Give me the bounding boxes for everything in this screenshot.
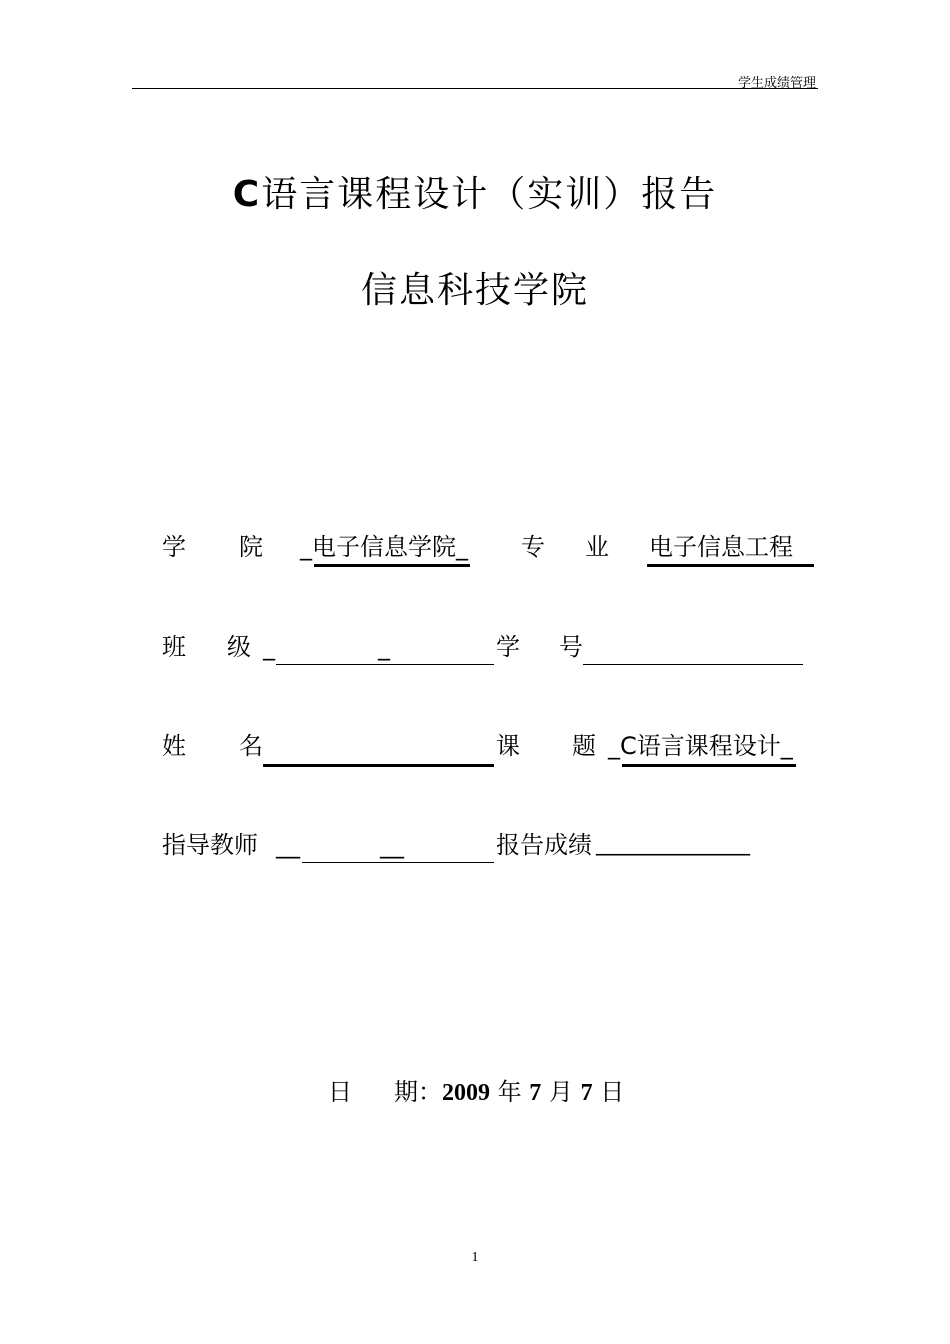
advisor-label: 指导教师 bbox=[162, 831, 258, 859]
report-title-rest: 语言课程设计（实训）报告 bbox=[261, 174, 718, 215]
date-label-char-1: 日 bbox=[328, 1078, 352, 1106]
college-label-char-2: 院 bbox=[239, 533, 263, 561]
major-label-char-1: 专 bbox=[521, 533, 545, 561]
advisor-value-b: __ bbox=[380, 831, 404, 859]
class-underline bbox=[276, 664, 494, 665]
college-underline bbox=[314, 564, 470, 567]
topic-label-char-1: 课 bbox=[496, 732, 520, 760]
class-label-char-1: 班 bbox=[162, 633, 186, 661]
class-value-a: _ bbox=[263, 633, 275, 661]
student-id-label-char-1: 学 bbox=[496, 633, 520, 661]
college-label-char-1: 学 bbox=[162, 533, 186, 561]
name-label-char-1: 姓 bbox=[162, 732, 186, 760]
topic-underline bbox=[622, 764, 796, 767]
report-title bbox=[0, 166, 950, 217]
institution-title: 信息科技学院 bbox=[360, 270, 589, 311]
name-underline bbox=[263, 764, 494, 767]
class-label-char-2: 级 bbox=[227, 633, 251, 661]
student-id-label-char-2: 号 bbox=[559, 633, 583, 661]
advisor-value-a: __ bbox=[276, 831, 300, 859]
major-value: 电子信息工程 bbox=[649, 533, 793, 561]
major-underline bbox=[647, 564, 814, 567]
date-month-unit: 月 bbox=[548, 1078, 573, 1106]
student-id-underline bbox=[583, 664, 803, 665]
advisor-underline bbox=[302, 862, 494, 863]
college-value: _电子信息学院_ bbox=[300, 533, 468, 561]
date-label-char-2: 期： bbox=[394, 1078, 442, 1106]
date-year-unit: 年 bbox=[497, 1078, 522, 1106]
report-title-prefix: C bbox=[232, 174, 262, 215]
date-month: 7 bbox=[529, 1080, 542, 1106]
page-number: 1 bbox=[471, 1250, 479, 1265]
date-day: 7 bbox=[580, 1080, 593, 1106]
date-line bbox=[328, 1072, 624, 1107]
running-header: 学生成绩管理 bbox=[737, 76, 816, 91]
topic-label-char-2: 题 bbox=[572, 732, 596, 760]
date-year: 2009 bbox=[442, 1080, 490, 1106]
name-label-char-2: 名 bbox=[239, 732, 263, 760]
header-rule bbox=[132, 88, 818, 89]
date-day-unit: 日 bbox=[600, 1078, 625, 1106]
grade-value: ______________ bbox=[596, 831, 750, 856]
class-value-b: _ bbox=[378, 633, 390, 661]
topic-value: _C语言课程设计_ bbox=[608, 732, 793, 760]
grade-label: 报告成绩 bbox=[496, 831, 592, 859]
major-label-char-2: 业 bbox=[585, 533, 609, 561]
